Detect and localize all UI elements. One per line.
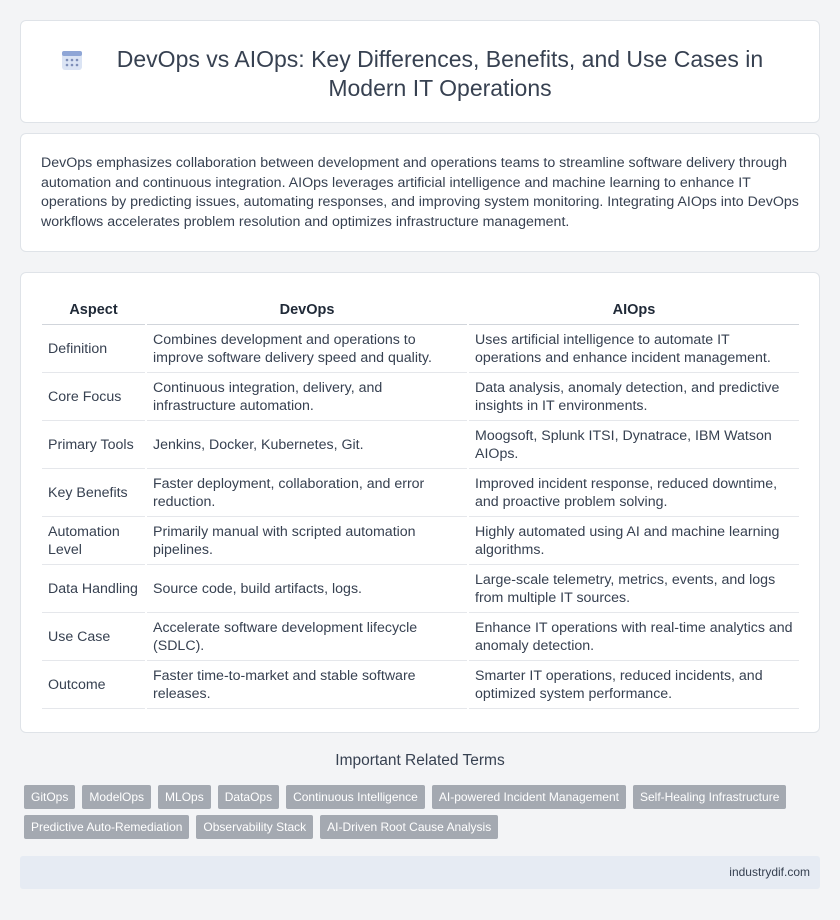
header-devops: DevOps bbox=[147, 294, 467, 325]
aspect-cell: Key Benefits bbox=[42, 469, 145, 517]
related-term-tag[interactable]: GitOps bbox=[24, 785, 75, 809]
comparison-card bbox=[20, 272, 820, 733]
calendar-icon bbox=[61, 49, 83, 71]
devops-cell: Source code, build artifacts, logs. bbox=[147, 565, 467, 613]
related-terms-list bbox=[24, 785, 824, 839]
table-row bbox=[42, 613, 799, 661]
related-term-tag[interactable]: AI-powered Incident Management bbox=[432, 785, 626, 809]
related-terms-heading: Important Related Terms bbox=[335, 752, 505, 769]
devops-cell: Faster deployment, collaboration, and error reduction. bbox=[147, 469, 467, 517]
aiops-cell: Improved incident response, reduced downtime, and proactive problem solving. bbox=[469, 469, 799, 517]
table-row bbox=[42, 661, 799, 709]
table-header-row bbox=[42, 294, 799, 325]
aspect-cell: Outcome bbox=[42, 661, 145, 709]
table-row bbox=[42, 373, 799, 421]
devops-cell: Combines development and operations to improve software delivery speed and quality. bbox=[147, 325, 467, 373]
aiops-cell: Moogsoft, Splunk ITSI, Dynatrace, IBM Watson AIOps. bbox=[469, 421, 799, 469]
aspect-cell: Automation Level bbox=[42, 517, 145, 565]
table-row bbox=[42, 421, 799, 469]
related-term-tag[interactable]: Continuous Intelligence bbox=[286, 785, 425, 809]
devops-cell: Continuous integration, delivery, and infrastructure automation. bbox=[147, 373, 467, 421]
comparison-table bbox=[40, 294, 801, 709]
aiops-cell: Enhance IT operations with real-time analytics and anomaly detection. bbox=[469, 613, 799, 661]
devops-cell: Jenkins, Docker, Kubernetes, Git. bbox=[147, 421, 467, 469]
related-term-tag[interactable]: Observability Stack bbox=[196, 815, 313, 839]
aspect-cell: Definition bbox=[42, 325, 145, 373]
aiops-cell: Large-scale telemetry, metrics, events, and logs from multiple IT sources. bbox=[469, 565, 799, 613]
table-row bbox=[42, 325, 799, 373]
devops-cell: Faster time-to-market and stable software releases. bbox=[147, 661, 467, 709]
related-term-tag[interactable]: DataOps bbox=[218, 785, 279, 809]
header-aspect: Aspect bbox=[42, 294, 145, 325]
footer-site-link[interactable]: industrydif.com bbox=[729, 865, 810, 879]
aspect-cell: Core Focus bbox=[42, 373, 145, 421]
footer-bar bbox=[20, 856, 820, 889]
table-row bbox=[42, 565, 799, 613]
related-term-tag[interactable]: Self-Healing Infrastructure bbox=[633, 785, 786, 809]
devops-cell: Primarily manual with scripted automation pipelines. bbox=[147, 517, 467, 565]
related-term-tag[interactable]: Predictive Auto-Remediation bbox=[24, 815, 189, 839]
title-card bbox=[20, 20, 820, 123]
aiops-cell: Highly automated using AI and machine learning algorithms. bbox=[469, 517, 799, 565]
aspect-cell: Data Handling bbox=[42, 565, 145, 613]
aiops-cell: Uses artificial intelligence to automate IT operations and enhance incident management. bbox=[469, 325, 799, 373]
related-term-tag[interactable]: MLOps bbox=[158, 785, 211, 809]
related-term-tag[interactable]: AI-Driven Root Cause Analysis bbox=[320, 815, 498, 839]
related-term-tag[interactable]: ModelOps bbox=[82, 785, 151, 809]
page-title: DevOps vs AIOps: Key Differences, Benefits, and Use Cases in Modern IT Operations bbox=[116, 46, 764, 101]
aspect-cell: Use Case bbox=[42, 613, 145, 661]
aiops-cell: Smarter IT operations, reduced incidents, and optimized system performance. bbox=[469, 661, 799, 709]
intro-card bbox=[20, 133, 820, 252]
table-row bbox=[42, 517, 799, 565]
devops-cell: Accelerate software development lifecycle (SDLC). bbox=[147, 613, 467, 661]
header-aiops: AIOps bbox=[469, 294, 799, 325]
aiops-cell: Data analysis, anomaly detection, and predictive insights in IT environments. bbox=[469, 373, 799, 421]
intro-paragraph: DevOps emphasizes collaboration between development and operations teams to streamline software delivery through automation and continuous integration. AIOps leverages artificial intelligence and machine learning to enhance IT operations by predicting issues, automating responses, and improving system monitoring. Integrating AIOps into DevOps workflows accelerates problem resolution and optimizes infrastructure management. bbox=[41, 155, 799, 230]
table-row bbox=[42, 469, 799, 517]
aspect-cell: Primary Tools bbox=[42, 421, 145, 469]
